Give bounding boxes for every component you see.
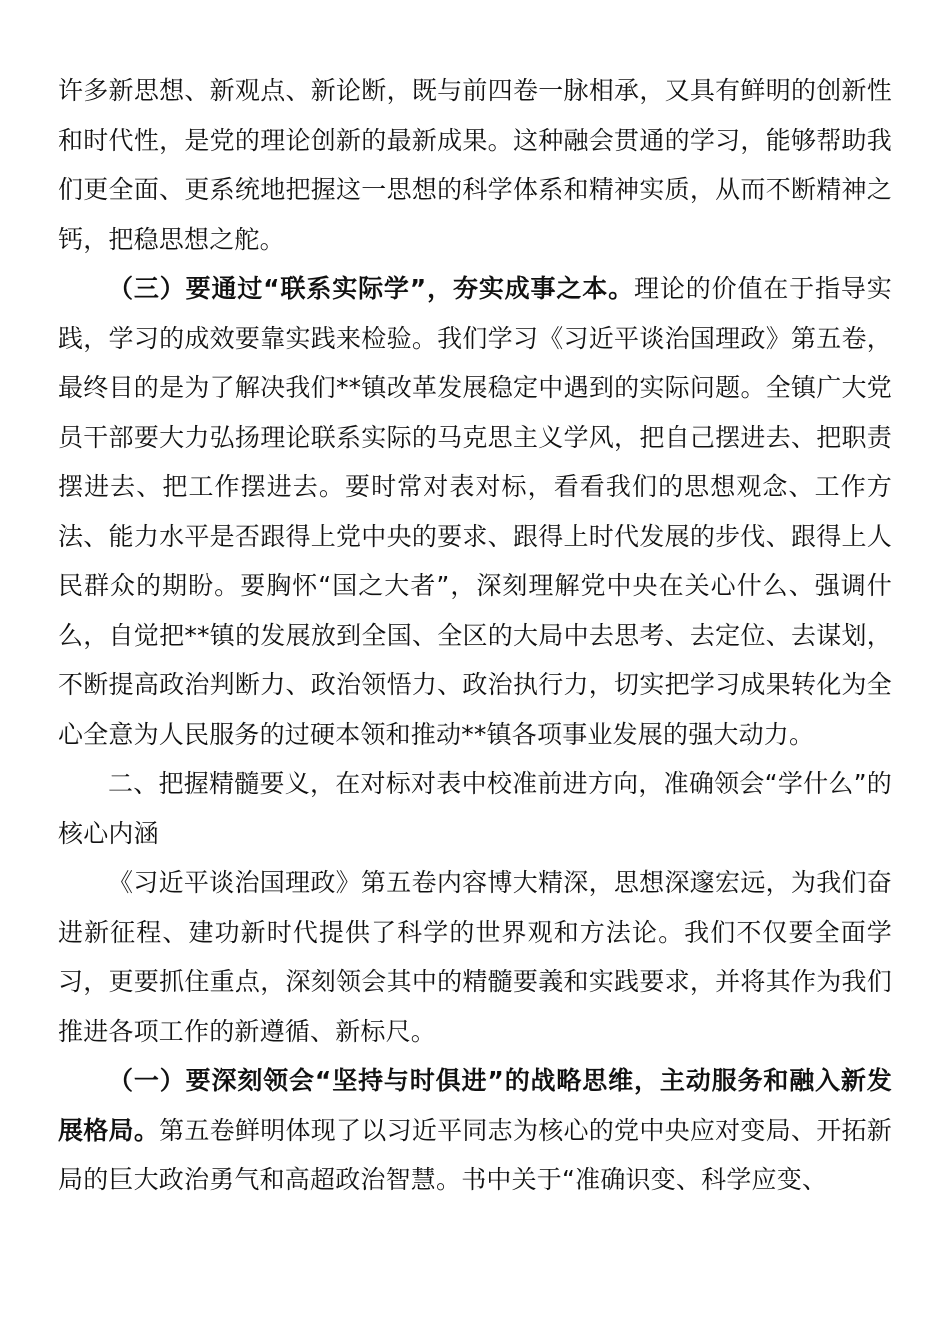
section-two-title: 二、把握精髓要义，在对标对表中校准前进方向，准确领会“学什么”的核心内涵 [58, 769, 892, 848]
paragraph-section-three [58, 264, 892, 759]
paragraph-continuation: 许多新思想、新观点、新论断，既与前四卷一脉相承，又具有鲜明的创新性和时代性，是党的理论创新的最新成果。这种融会贯通的学习，能够帮助我们更全面、更系统地把握这一思想的科学体系和精神实质，从而不断精神之钙，把稳思想之舵。 [58, 76, 892, 254]
document-page [58, 66, 892, 1205]
paragraph-heading-one: （一）要深刻领会“坚持与时俱进”的战略思维，主动服务和融入新发展格局。 [58, 1066, 892, 1145]
paragraph-body-three: 理论的价值在于指导实践，学习的成效要靠实践来检验。我们学习《习近平谈治国理政》第五卷，最终目的是为了解决我们**镇改革发展稳定中遇到的实际问题。全镇广大党员干部要大力弘扬理论联系实际的马克思主义学风，把自己摆进去、把职责摆进去、把工作摆进去。要时常对表对标，看看我们的思想观念、工作方法、能力水平是否跟得上党中央的要求、跟得上时代发展的步伐、跟得上人民群众的期盼。要胸怀“国之大者”，深刻理解党中央在关心什么、强调什么，自觉把**镇的发展放到全国、全区的大局中去思考、去定位、去谋划，不断提高政治判断力、政治领悟力、政治执行力，切实把学习成果转化为全心全意为人民服务的过硬本领和推动**镇各项事业发展的强大动力。 [58, 274, 892, 749]
paragraph-heading-three: （三）要通过“联系实际学”，夯实成事之本。 [108, 274, 634, 303]
paragraph-section-one [58, 1056, 892, 1205]
paragraph-section-two-intro: 《习近平谈治国理政》第五卷内容博大精深，思想深邃宏远，为我们奋进新征程、建功新时代提供了科学的世界观和方法论。我们不仅要全面学习，更要抓住重点，深刻领会其中的精髓要義和实践要求，并将其作为我们推进各项工作的新遵循、新标尺。 [58, 868, 892, 1046]
paragraph-body-one: 第五卷鲜明体现了以习近平同志为核心的党中央应对变局、开拓新局的巨大政治勇气和高超政治智慧。书中关于“准确识变、科学应变、 [58, 1115, 892, 1194]
